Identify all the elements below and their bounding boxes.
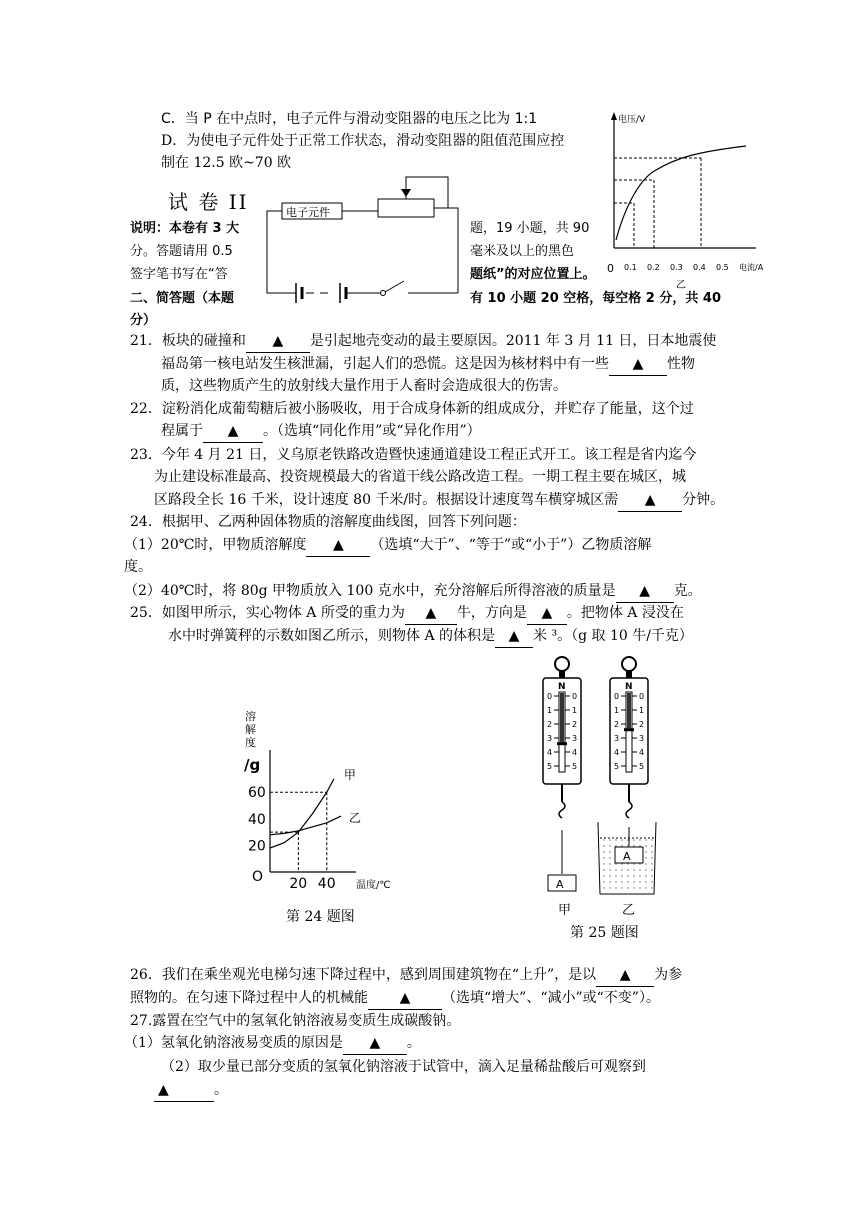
q23-line1: 23．今年 4 月 21 日，义乌原老铁路改造暨快速通道建设工程正式开工。该工程是省内迄今 bbox=[130, 447, 697, 463]
bottom-hook bbox=[559, 802, 565, 818]
q23-text-d: 分钟。 bbox=[682, 492, 725, 508]
water bbox=[600, 838, 654, 894]
q27-blank-1[interactable]: ▲ bbox=[343, 1032, 407, 1055]
scale-mark-left-4: 4 bbox=[614, 748, 620, 757]
chart-xtick-20: 20 bbox=[289, 876, 308, 892]
q23-text-c: 区路段全长 16 千米，设计速度 80 千米/时。根据设计速度驾车横穿城区需 bbox=[154, 492, 619, 508]
spring-scale-figure bbox=[536, 652, 676, 917]
chart-marks bbox=[248, 768, 361, 892]
series-line-jia bbox=[270, 779, 334, 848]
q27-line2 bbox=[124, 1032, 421, 1055]
q27-line4 bbox=[154, 1079, 228, 1102]
chart-ylabel-3: 度 bbox=[245, 736, 256, 749]
scale-mark-right-3: 3 bbox=[572, 734, 578, 743]
chart-ylabel-unit: /g bbox=[244, 756, 261, 774]
option-d-line1: D．为使电子元件处于正常工作状态，滑动变阻器的阻值范围应控 bbox=[161, 133, 565, 149]
switch-pivot bbox=[381, 291, 386, 296]
circuit-diagram bbox=[262, 165, 464, 310]
iv-xtick-4: 0.4 bbox=[693, 263, 706, 272]
note-right-3: 题纸”的对应位置上。 bbox=[470, 267, 596, 282]
q24-line2 bbox=[124, 534, 651, 557]
section-title: 试 卷 II bbox=[168, 190, 249, 214]
q27-blank-2[interactable]: ▲ bbox=[154, 1079, 214, 1102]
q25-line1 bbox=[130, 602, 684, 625]
q26-text-d: （选填“增大”、“减小”或“不变”）。 bbox=[442, 990, 660, 1006]
switch-blade bbox=[385, 281, 404, 292]
q24-blank-2[interactable]: ▲ bbox=[616, 580, 674, 603]
scale-mark-right-5: 5 bbox=[572, 762, 578, 771]
iv-xtick-2: 0.2 bbox=[647, 263, 660, 272]
chart-origin: O bbox=[252, 869, 264, 885]
chart-ytick-40: 40 bbox=[248, 811, 266, 828]
note-left-5: 分） bbox=[130, 313, 157, 328]
scale-pointer-rod bbox=[627, 693, 631, 728]
q24-line3: 度。 bbox=[124, 559, 152, 575]
scale-mark-right-2: 2 bbox=[639, 720, 645, 729]
scale-mark-right-0: 0 bbox=[639, 692, 645, 701]
iv-curve bbox=[616, 146, 746, 240]
iv-xtick-3: 0.3 bbox=[670, 263, 683, 272]
chart-xtick-40: 40 bbox=[317, 876, 336, 892]
scale-mark-right-1: 1 bbox=[572, 706, 578, 715]
scale-mark-left-0: 0 bbox=[614, 692, 620, 701]
top-hook-stem bbox=[626, 670, 632, 678]
q26-line2 bbox=[130, 987, 660, 1010]
top-hook-stem bbox=[559, 670, 565, 678]
iv-origin: 0 bbox=[607, 262, 614, 275]
q24-blank-1[interactable]: ▲ bbox=[306, 534, 370, 557]
q25-line2 bbox=[168, 625, 693, 648]
scale-mark-right-0: 0 bbox=[572, 692, 578, 701]
iv-xtick-5: 0.5 bbox=[716, 263, 729, 272]
wire-left bbox=[267, 211, 296, 293]
q22-blank[interactable]: ▲ bbox=[203, 420, 263, 443]
q22-line1: 22．淀粉消化成葡萄糖后被小肠吸收，用于合成身体新的组成成分，并贮存了能量，这个过 bbox=[130, 401, 694, 417]
scale-pointer bbox=[624, 728, 634, 731]
scale-mark-left-1: 1 bbox=[614, 706, 620, 715]
q23-line3 bbox=[154, 489, 724, 512]
q21-line2 bbox=[161, 353, 695, 376]
chart-ylabel-2: 解 bbox=[245, 723, 256, 736]
scale-mark-left-4: 4 bbox=[547, 748, 553, 757]
q21-line1 bbox=[130, 330, 716, 353]
note-right-2: 毫米及以上的黑色 bbox=[470, 244, 575, 259]
q22-text-b: 程属于 bbox=[161, 423, 203, 439]
q21-text-b: 是引起地壳变动的最主要原因。2011 年 3 月 11 日，日本地震使 bbox=[309, 333, 717, 349]
spring-scale-left bbox=[543, 657, 581, 818]
bottom-hook bbox=[626, 802, 632, 818]
wire-right bbox=[434, 208, 458, 293]
block-a-label-left: A bbox=[556, 878, 564, 891]
q25-text-e: 米 ³。（g 取 10 牛/千克） bbox=[533, 628, 693, 644]
q21-text-c: 福岛第一核电站发生核泄漏，引起人们的恐慌。这是因为核材料中有一些 bbox=[161, 356, 609, 372]
q25-text-c: 。把物体 A 浸没在 bbox=[566, 605, 684, 621]
electronic-component-label: 电子元件 bbox=[286, 206, 330, 219]
slider-arrow bbox=[401, 189, 411, 197]
q26-blank-1[interactable]: ▲ bbox=[596, 964, 654, 987]
note-left-3: 签字笔书写在“答 bbox=[130, 267, 228, 282]
scale-mark-left-0: 0 bbox=[547, 692, 553, 701]
chart-ytick-20: 20 bbox=[248, 838, 266, 855]
q27-text-e: 。 bbox=[214, 1082, 228, 1098]
q26-text-b: 为参 bbox=[654, 967, 683, 983]
scale-mark-left-1: 1 bbox=[547, 706, 553, 715]
scale-mark-right-5: 5 bbox=[639, 762, 645, 771]
q26-text-a: 26．我们在乘坐观光电梯匀速下降过程中，感到周围建筑物在“上升”，是以 bbox=[130, 967, 597, 983]
q26-text-c: 照物的。在匀速下降过程中人的机械能 bbox=[130, 990, 368, 1006]
spring-scale-right bbox=[610, 657, 648, 818]
q22-line2 bbox=[161, 420, 481, 443]
note-left-1: 说明：本卷有 3 大 bbox=[130, 221, 240, 236]
fig25-label-right: 乙 bbox=[622, 903, 636, 918]
q21-text-a: 21．板块的碰撞和 bbox=[130, 333, 246, 349]
q26-blank-2[interactable]: ▲ bbox=[368, 987, 442, 1010]
note-left-4: 二、简答题（本题 bbox=[130, 291, 235, 306]
scale-top-letter: N bbox=[558, 682, 566, 692]
q24-text-b: （1）20℃时，甲物质溶解度 bbox=[124, 537, 307, 553]
series-label-jia: 甲 bbox=[343, 767, 356, 782]
q24-line1: 24．根据甲、乙两种固体物质的溶解度曲线图，回答下列问题： bbox=[130, 514, 526, 530]
q27-line1: 27.露置在空气中的氢氧化钠溶液易变质生成碳酸钠。 bbox=[130, 1013, 461, 1029]
scale-mark-right-2: 2 bbox=[572, 720, 578, 729]
q25-blank-2[interactable]: ▲ bbox=[527, 602, 567, 625]
chart-ytick-60: 60 bbox=[248, 785, 266, 802]
iv-xlabel: 电流/A bbox=[739, 263, 764, 272]
scale-mark-right-1: 1 bbox=[639, 706, 645, 715]
iv-ylabel: 电压/V bbox=[618, 115, 646, 125]
solubility-chart bbox=[236, 700, 426, 894]
scale-mark-left-3: 3 bbox=[547, 734, 553, 743]
note-left-2: 分。答题请用 0.5 bbox=[130, 244, 233, 259]
q26-line1 bbox=[130, 964, 682, 987]
q21-blank-1[interactable]: ▲ bbox=[246, 330, 310, 353]
scale-mark-left-2: 2 bbox=[614, 720, 620, 729]
scale-mark-left-2: 2 bbox=[547, 720, 553, 729]
voltage-current-graph bbox=[596, 108, 764, 291]
chart-xlabel: 温度/℃ bbox=[356, 880, 391, 891]
rheostat-box bbox=[378, 199, 434, 217]
q23-blank[interactable]: ▲ bbox=[618, 489, 682, 512]
note-right-4: 有 10 小题 20 空格，每空格 2 分，共 40 bbox=[470, 291, 721, 306]
q25-blank-3[interactable]: ▲ bbox=[495, 625, 533, 648]
scale-mark-right-4: 4 bbox=[572, 748, 578, 757]
scale-pointer-rod bbox=[560, 693, 564, 742]
q27-text-c: 。 bbox=[406, 1035, 421, 1051]
q25-text-d: 水中时弹簧秤的示数如图乙所示，则物体 A 的体积是 bbox=[168, 628, 496, 644]
fig25-label-left: 甲 bbox=[558, 903, 572, 918]
q27-text-b: （1）氢氧化钠溶液易变质的原因是 bbox=[124, 1035, 343, 1051]
scale-mark-left-3: 3 bbox=[614, 734, 620, 743]
scale-top-letter: N bbox=[625, 682, 633, 692]
q24-text-e: （2）40℃时，将 80g 甲物质放入 100 克水中，充分溶解后所得溶液的质量是 bbox=[124, 583, 616, 599]
note-right-1: 题，19 小题，共 90 bbox=[470, 221, 590, 236]
iv-fig-label: 乙 bbox=[676, 280, 686, 291]
option-d-line2: 制在 12.5 欧~70 欧 bbox=[161, 155, 292, 171]
q21-text-d: 性物 bbox=[667, 356, 695, 372]
q24-line4 bbox=[124, 580, 702, 603]
q21-blank-2[interactable]: ▲ bbox=[609, 353, 667, 376]
fig25-caption: 第 25 题图 bbox=[570, 925, 639, 941]
scale-mark-right-3: 3 bbox=[639, 734, 645, 743]
y-axis-arrow bbox=[611, 112, 617, 120]
scale-mark-left-5: 5 bbox=[614, 762, 620, 771]
scale-mark-left-5: 5 bbox=[547, 762, 553, 771]
q22-text-c: 。（选填“同化作用”或“异化作用”） bbox=[263, 423, 481, 439]
scale-pointer bbox=[557, 742, 567, 745]
option-c: C．当 P 在中点时，电子元件与滑动变阻器的电压之比为 1:1 bbox=[161, 111, 538, 127]
q21-line3: 质，这些物质产生的放射线大量作用于人畜时会造成很大的伤害。 bbox=[161, 378, 567, 394]
q23-line2: 为止建设标准最高、投资规模最大的省道干线公路改造工程。一期工程主要在城区，城 bbox=[154, 469, 686, 485]
series-label-yi: 乙 bbox=[349, 811, 362, 826]
chart-ylabel-1: 溶 bbox=[245, 710, 256, 723]
q24-text-c: （选填“大于”、“等于”或“小于”）乙物质溶解 bbox=[370, 537, 652, 553]
top-ring bbox=[622, 657, 636, 671]
iv-xtick-1: 0.1 bbox=[624, 263, 637, 272]
top-ring bbox=[555, 657, 569, 671]
q24-text-f: 克。 bbox=[673, 583, 702, 599]
scale-mark-right-4: 4 bbox=[639, 748, 645, 757]
fig24-caption: 第 24 题图 bbox=[286, 909, 355, 925]
block-a-label-right: A bbox=[623, 850, 631, 863]
q25-text-b: 牛，方向是 bbox=[456, 605, 527, 621]
q27-line3: （2）取少量已部分变质的氢氧化钠溶液于试管中，滴入足量稀盐酸后可观察到 bbox=[161, 1059, 646, 1075]
q25-blank-1[interactable]: ▲ bbox=[405, 602, 457, 625]
q25-text-a: 25．如图甲所示，实心物体 A 所受的重力为 bbox=[130, 605, 405, 621]
